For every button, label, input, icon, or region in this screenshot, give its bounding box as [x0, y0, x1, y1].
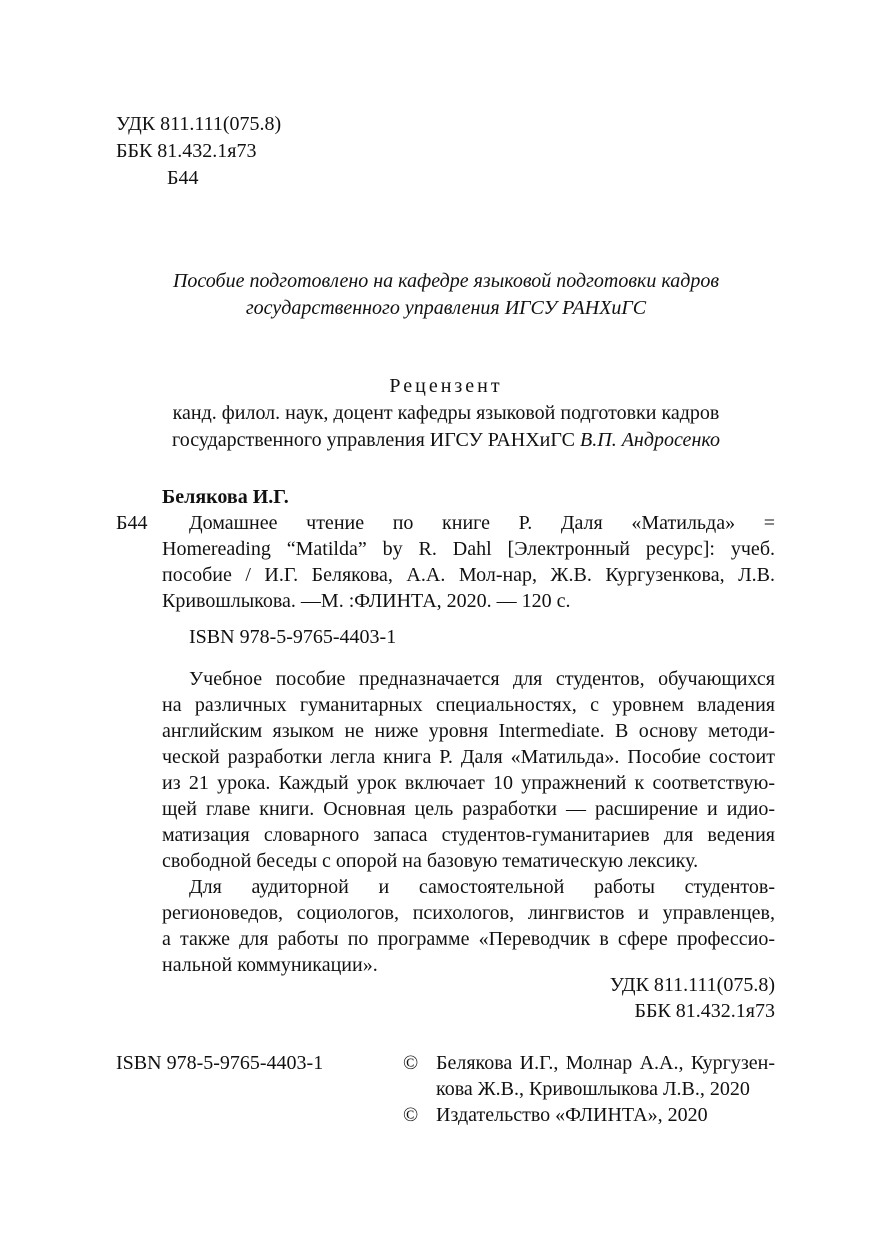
author-code-top: Б44: [167, 167, 199, 189]
record-isbn: ISBN 978-5-9765-4403-1: [189, 626, 397, 648]
record-line-4: Кривошлыкова. —М. :ФЛИНТА, 2020. — 120 с.: [162, 590, 571, 612]
annotation-p1-line-8: свободной беседы с опорой на базовую тематическую лексику.: [162, 850, 699, 872]
footer-isbn: ISBN 978-5-9765-4403-1: [116, 1052, 324, 1074]
record-line-2: Homereading “Matilda” by R. Dahl [Электронный ресурс]: учеб.: [162, 538, 775, 560]
record-line-1: Домашнее чтение по книге Р. Даля «Матильда» =: [189, 512, 775, 534]
annotation-p1-line-5: из 21 урока. Каждый урок включает 10 упражнений к соответствую-: [162, 772, 775, 794]
reviewer-line2: [100, 429, 792, 452]
annotation-p2-line-1: Для аудиторной и самостоятельной работы студентов-: [189, 876, 775, 898]
annotation-p1-line-7: матизация словарного запаса студентов-гуманитариев для ведения: [162, 824, 775, 846]
prepared-note-line2: государственного управления ИГСУ РАНХиГС: [245, 297, 647, 319]
annotation-p1-line-3: английским языком не ниже уровня Intermediate. В основу методи-: [162, 720, 775, 742]
prepared-note-line1: Пособие подготовлено на кафедре языковой подготовки кадров: [172, 270, 720, 292]
copyright-authors-line1: Белякова И.Г., Молнар А.А., Кургузен-: [436, 1052, 775, 1074]
copyright-symbol-1: ©: [403, 1052, 419, 1074]
copyright-authors-line2: кова Ж.В., Кривошлыкова Л.В., 2020: [436, 1078, 750, 1100]
annotation-p1-line-1: Учебное пособие предназначается для студентов, обучающихся: [189, 668, 775, 690]
reviewer-name: В.П. Андросенко: [580, 429, 720, 451]
record-author: Белякова И.Г.: [162, 486, 289, 508]
annotation-p1-line-4: ческой разработки легла книга Р. Даля «Матильда». Пособие состоит: [162, 746, 775, 768]
reviewer-heading: Рецензент: [389, 375, 503, 397]
annotation-p2-line-2: регионоведов, социологов, психологов, лингвистов и управленцев,: [162, 902, 775, 924]
bbk-top: ББК 81.432.1я73: [116, 140, 257, 162]
copyright-symbol-2: ©: [403, 1104, 419, 1126]
annotation-p2-line-4: нальной коммуникации».: [162, 954, 378, 976]
annotation-p2-line-3: а также для работы по программе «Переводчик в сфере профессио-: [162, 928, 775, 950]
record-line-3: пособие / И.Г. Белякова, А.А. Мол-нар, Ж.В. Кургузенкова, Л.В.: [162, 564, 775, 586]
copyright-publisher: Издательство «ФЛИНТА», 2020: [436, 1104, 708, 1126]
classification-udk: УДК 811.111(075.8): [609, 974, 775, 996]
annotation-p1-line-6: щей главе книги. Основная цель разработки — расширение и идио-: [162, 798, 775, 820]
record-code: Б44: [116, 512, 148, 534]
reviewer-line1: канд. филол. наук, доцент кафедры языковой подготовки кадров: [172, 402, 720, 424]
reviewer-affiliation: государственного управления ИГСУ РАНХиГС: [172, 429, 576, 451]
annotation-p1-line-2: на различных гуманитарных специальностях, с уровнем владения: [162, 694, 775, 716]
classification-bbk: ББК 81.432.1я73: [634, 1000, 775, 1022]
udk-top: УДК 811.111(075.8): [116, 113, 282, 135]
